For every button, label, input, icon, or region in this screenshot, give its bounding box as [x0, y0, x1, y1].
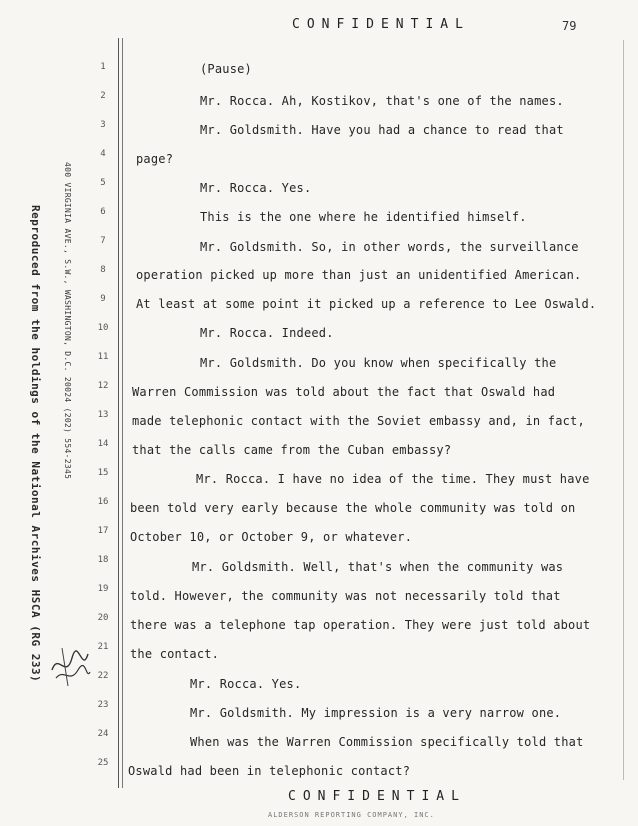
line-number: 23	[97, 700, 109, 710]
line-number: 4	[100, 149, 106, 159]
line-number: 10	[97, 323, 109, 333]
transcript-line: been told very early because the whole community was told on	[130, 501, 576, 515]
transcript-line: Mr. Goldsmith. Well, that's when the community was	[192, 560, 564, 574]
line-number: 16	[97, 497, 109, 507]
transcript-line: When was the Warren Commission specifically told that	[190, 735, 584, 749]
line-number: 8	[100, 265, 106, 275]
line-number: 6	[100, 207, 106, 217]
line-number: 13	[97, 410, 109, 420]
archive-stamp: Reproduced from the holdings of the National Archives HSCA (RG 233)	[29, 205, 42, 683]
line-number: 2	[100, 91, 106, 101]
line-number: 18	[97, 555, 109, 565]
transcript-line: Oswald had been in telephonic contact?	[128, 764, 411, 778]
transcript-line: the contact.	[130, 647, 220, 661]
footer-reporter-name: ALDERSON REPORTING COMPANY, INC.	[268, 811, 435, 819]
transcript-line: This is the one where he identified himself.	[200, 210, 527, 224]
transcript-line: operation picked up more than just an unidentified American.	[136, 268, 582, 282]
line-number: 24	[97, 729, 109, 739]
line-number: 21	[97, 642, 109, 652]
line-number: 15	[97, 468, 109, 478]
reporter-address: 400 VIRGINIA AVE., S.W., WASHINGTON, D.C. 20024 (202) 554-2345	[63, 162, 72, 480]
transcript-line: Mr. Goldsmith. Have you had a chance to read that	[200, 123, 564, 137]
footer-confidential: CONFIDENTIAL	[288, 789, 466, 804]
transcript-line: Mr. Goldsmith. My impression is a very narrow one.	[190, 706, 562, 720]
transcript-line: October 10, or October 9, or whatever.	[130, 530, 413, 544]
line-number: 9	[100, 294, 106, 304]
line-number: 20	[97, 613, 109, 623]
transcript-line: Warren Commission was told about the fact that Oswald had	[132, 385, 556, 399]
handwritten-initials	[44, 640, 94, 690]
line-number: 3	[100, 120, 106, 130]
transcript-line: Mr. Rocca. Yes.	[190, 677, 302, 691]
transcript-line: Mr. Rocca. I have no idea of the time. They must have	[196, 472, 590, 486]
line-number: 14	[97, 439, 109, 449]
transcript-line: At least at some point it picked up a reference to Lee Oswald.	[136, 297, 597, 311]
margin-rule-inner	[122, 38, 123, 788]
line-number: 12	[97, 381, 109, 391]
line-number: 19	[97, 584, 109, 594]
transcript-line: Mr. Rocca. Indeed.	[200, 326, 334, 340]
margin-rule-outer	[118, 38, 119, 788]
header-confidential: CONFIDENTIAL	[292, 17, 470, 32]
transcript-line: Mr. Rocca. Ah, Kostikov, that's one of the names.	[200, 94, 564, 108]
line-number: 25	[97, 758, 109, 768]
transcript-line: made telephonic contact with the Soviet embassy and, in fact,	[132, 414, 585, 428]
right-edge-rule	[623, 40, 624, 780]
line-number: 11	[97, 352, 109, 362]
line-number: 5	[100, 178, 106, 188]
line-number: 22	[97, 671, 109, 681]
line-number: 17	[97, 526, 109, 536]
transcript-line: (Pause)	[200, 62, 252, 76]
page-number: 79	[562, 19, 577, 33]
line-number: 1	[100, 62, 106, 72]
transcript-line: page?	[136, 152, 174, 166]
transcript-line: there was a telephone tap operation. They were just told about	[130, 618, 591, 632]
transcript-line: that the calls came from the Cuban embassy?	[132, 443, 452, 457]
transcript-line: told. However, the community was not necessarily told that	[130, 589, 561, 603]
line-number: 7	[100, 236, 106, 246]
transcript-line: Mr. Rocca. Yes.	[200, 181, 312, 195]
transcript-line: Mr. Goldsmith. Do you know when specifically the	[200, 356, 557, 370]
transcript-line: Mr. Goldsmith. So, in other words, the surveillance	[200, 240, 579, 254]
